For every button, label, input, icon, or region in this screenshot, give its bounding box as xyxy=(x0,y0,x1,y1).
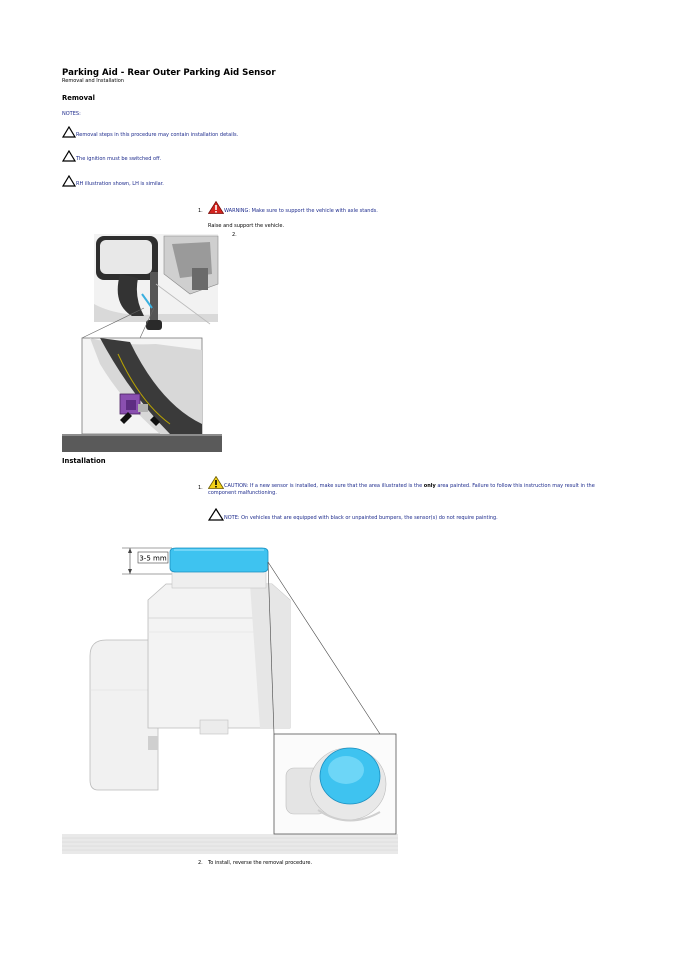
caution-emphasis: only xyxy=(423,483,436,489)
caution-text xyxy=(208,483,618,497)
document-subtitle: Removal and Installation xyxy=(62,78,124,84)
step-number: 1. xyxy=(198,208,203,214)
notes-label: NOTES: xyxy=(62,111,81,117)
note-item xyxy=(62,126,238,138)
step-number: 1. xyxy=(198,485,203,491)
note-triangle-icon xyxy=(62,175,76,187)
removal-heading: Removal xyxy=(62,94,95,102)
step-number: 2. xyxy=(232,232,237,238)
note-item xyxy=(62,175,164,187)
note-text: RH illustration shown, LH is similar. xyxy=(76,181,164,187)
dimension-label: 3-5 mm xyxy=(139,554,167,563)
warning-icon xyxy=(208,201,224,214)
removal-illustration xyxy=(60,234,222,454)
note-triangle-icon xyxy=(62,126,76,138)
note-text: NOTE: On vehicles that are equipped with black or unpainted bumpers, the sensor(s) do not require painting. xyxy=(224,515,498,521)
step-text: Raise and support the vehicle. xyxy=(208,223,285,229)
sensor-illustration xyxy=(60,540,400,858)
note-text: The ignition must be switched off. xyxy=(76,156,162,162)
note-text: Removal steps in this procedure may contain installation details. xyxy=(76,132,239,138)
warning-text: WARNING: Make sure to support the vehicle with axle stands. xyxy=(224,208,378,214)
installation-heading: Installation xyxy=(62,457,106,465)
installation-note xyxy=(208,508,498,521)
caution-text-start: CAUTION: If a new sensor is installed, make sure that the area illustrated is the xyxy=(224,483,424,489)
note-triangle-icon xyxy=(208,508,224,521)
warning-line xyxy=(208,201,378,214)
note-item xyxy=(62,150,161,162)
document-title: Parking Aid - Rear Outer Parking Aid Sensor xyxy=(62,68,276,78)
note-triangle-icon xyxy=(62,150,76,162)
step-number: 2. xyxy=(198,860,203,866)
caution-text-end: area painted. Failure to follow this instruction may result in the component malfunctioning. xyxy=(208,483,595,496)
step-text: To install, reverse the removal procedure. xyxy=(208,860,313,866)
